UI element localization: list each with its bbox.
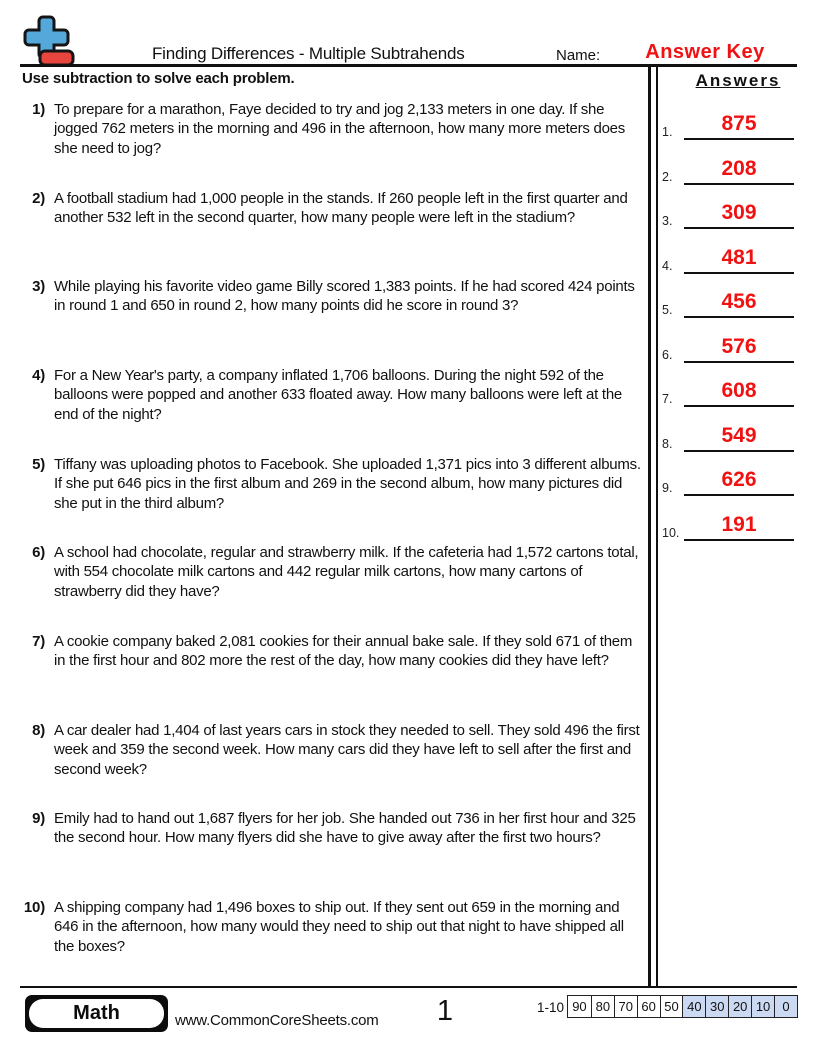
problem-text: A football stadium had 1,000 people in the stands. If 260 people left in the first quarter and another 532 left in the second quarter, how many people were left in the stadium? bbox=[54, 190, 628, 227]
score-cell: 20 bbox=[728, 996, 751, 1017]
answer-value: 191 bbox=[721, 513, 757, 536]
problem-number: 10) bbox=[23, 899, 45, 916]
answer-line bbox=[684, 511, 794, 541]
answer-row-9 bbox=[660, 466, 796, 496]
score-cell: 70 bbox=[614, 996, 637, 1017]
answer-line bbox=[684, 333, 794, 363]
header-divider bbox=[20, 64, 797, 67]
answer-row-5 bbox=[660, 288, 796, 318]
problem-number: 5) bbox=[32, 456, 45, 473]
answer-value: 875 bbox=[721, 112, 757, 135]
answer-line bbox=[684, 155, 794, 185]
answer-value: 626 bbox=[721, 468, 757, 491]
problem-8 bbox=[22, 721, 644, 779]
answers-column-divider bbox=[648, 66, 658, 987]
answer-line bbox=[684, 288, 794, 318]
answer-line bbox=[684, 377, 794, 407]
problem-10 bbox=[22, 898, 644, 956]
instruction-text: Use subtraction to solve each problem. bbox=[22, 70, 295, 87]
answer-number: 5. bbox=[662, 303, 673, 317]
answer-row-6 bbox=[660, 333, 796, 363]
website-url: www.CommonCoreSheets.com bbox=[175, 1012, 379, 1029]
score-cell: 10 bbox=[751, 996, 774, 1017]
problem-1 bbox=[22, 100, 644, 158]
answer-row-2 bbox=[660, 155, 796, 185]
score-cell: 40 bbox=[682, 996, 705, 1017]
subject-badge-label: Math bbox=[29, 999, 164, 1028]
problem-number: 6) bbox=[32, 544, 45, 561]
problem-6 bbox=[22, 543, 644, 601]
name-label: Name: bbox=[556, 47, 601, 64]
problem-number: 1) bbox=[32, 101, 45, 118]
answer-number: 10. bbox=[662, 526, 680, 540]
answer-number: 8. bbox=[662, 437, 673, 451]
answer-number: 4. bbox=[662, 259, 673, 273]
problem-text: Tiffany was uploading photos to Facebook. She uploaded 1,371 pics into 3 different albums. If she put 646 pics in the first album and 269 in the second album, how many pictures did she put in the third album? bbox=[54, 456, 641, 512]
answer-number: 2. bbox=[662, 170, 673, 184]
problem-text: While playing his favorite video game Billy scored 1,383 points. If he had scored 424 points in round 1 and 650 in round 2, how many points did he score in round 3? bbox=[54, 278, 635, 315]
score-cell: 80 bbox=[591, 996, 614, 1017]
score-cell: 90 bbox=[568, 996, 591, 1017]
answer-value: 456 bbox=[721, 290, 757, 313]
problem-3 bbox=[22, 277, 644, 316]
problem-number: 8) bbox=[32, 722, 45, 739]
answer-line bbox=[684, 422, 794, 452]
problem-text: Emily had to hand out 1,687 flyers for her job. She handed out 736 in her first hour and 325 the second hour. How many flyers did she have to give away after the first two hours? bbox=[54, 810, 636, 847]
answer-value: 576 bbox=[721, 335, 757, 358]
problem-number: 3) bbox=[32, 278, 45, 295]
answer-number: 6. bbox=[662, 348, 673, 362]
problem-7 bbox=[22, 632, 644, 671]
score-table bbox=[567, 995, 798, 1018]
answer-row-1 bbox=[660, 110, 796, 140]
page-number: 1 bbox=[436, 995, 454, 1027]
problem-number: 9) bbox=[32, 810, 45, 827]
answer-value: 608 bbox=[721, 379, 757, 402]
answer-value: 208 bbox=[721, 157, 757, 180]
answer-key-text: Answer Key bbox=[645, 41, 765, 63]
problem-text: A cookie company baked 2,081 cookies for their annual bake sale. If they sold 671 of them in the first hour and 802 more the rest of the day, how many cookies did they have left? bbox=[54, 633, 633, 670]
answer-row-7 bbox=[660, 377, 796, 407]
answer-line bbox=[684, 244, 794, 274]
commoncoresheets-logo-icon bbox=[20, 14, 76, 68]
answer-row-8 bbox=[660, 422, 796, 452]
subject-badge bbox=[25, 995, 168, 1032]
answer-number: 3. bbox=[662, 214, 673, 228]
problem-text: A school had chocolate, regular and strawberry milk. If the cafeteria had 1,572 cartons total, with 554 chocolate milk cartons and 442 regular milk cartons, how many cartons of strawberry did they have? bbox=[54, 544, 639, 600]
score-cell: 50 bbox=[660, 996, 683, 1017]
problem-text: A car dealer had 1,404 of last years cars in stock they needed to sell. They sold 496 the first week and 359 the second week. How many cars did they have left to sell after the first and second week? bbox=[54, 722, 640, 778]
problem-text: A shipping company had 1,496 boxes to ship out. If they sent out 659 in the morning and 646 in the afternoon, how many would they need to ship out that night to have shipped all the boxes? bbox=[54, 899, 624, 955]
problem-number: 2) bbox=[32, 190, 45, 207]
answer-line bbox=[684, 199, 794, 229]
footer-divider bbox=[20, 986, 797, 988]
answers-heading: Answers bbox=[695, 71, 781, 90]
problem-number: 7) bbox=[32, 633, 45, 650]
answer-value: 309 bbox=[721, 201, 757, 224]
answer-row-4 bbox=[660, 244, 796, 274]
answer-value: 549 bbox=[721, 424, 757, 447]
problem-text: To prepare for a marathon, Faye decided to try and jog 2,133 meters in one day. If she jogged 762 meters in the morning and 496 in the afternoon, how many more meters does she need to jog? bbox=[54, 101, 626, 157]
answer-number: 9. bbox=[662, 481, 673, 495]
answer-line bbox=[684, 466, 794, 496]
problem-4 bbox=[22, 366, 644, 424]
problem-9 bbox=[22, 809, 644, 848]
problem-2 bbox=[22, 189, 644, 228]
answer-value: 481 bbox=[721, 246, 757, 269]
score-cell: 60 bbox=[637, 996, 660, 1017]
score-range-label: 1-10 bbox=[536, 1000, 564, 1015]
score-cell: 30 bbox=[705, 996, 728, 1017]
score-cell: 0 bbox=[774, 996, 797, 1017]
problem-5 bbox=[22, 455, 644, 513]
answer-row-3 bbox=[660, 199, 796, 229]
problem-text: For a New Year's party, a company inflated 1,706 balloons. During the night 592 of the balloons were popped and another 633 floated away. How many balloons were left at the end of the night? bbox=[54, 367, 623, 423]
page-title: Finding Differences - Multiple Subtrahends bbox=[152, 44, 465, 63]
answer-number: 1. bbox=[662, 125, 673, 139]
answer-line bbox=[684, 110, 794, 140]
problem-number: 4) bbox=[32, 367, 45, 384]
answer-row-10 bbox=[660, 511, 796, 541]
answer-number: 7. bbox=[662, 392, 673, 406]
